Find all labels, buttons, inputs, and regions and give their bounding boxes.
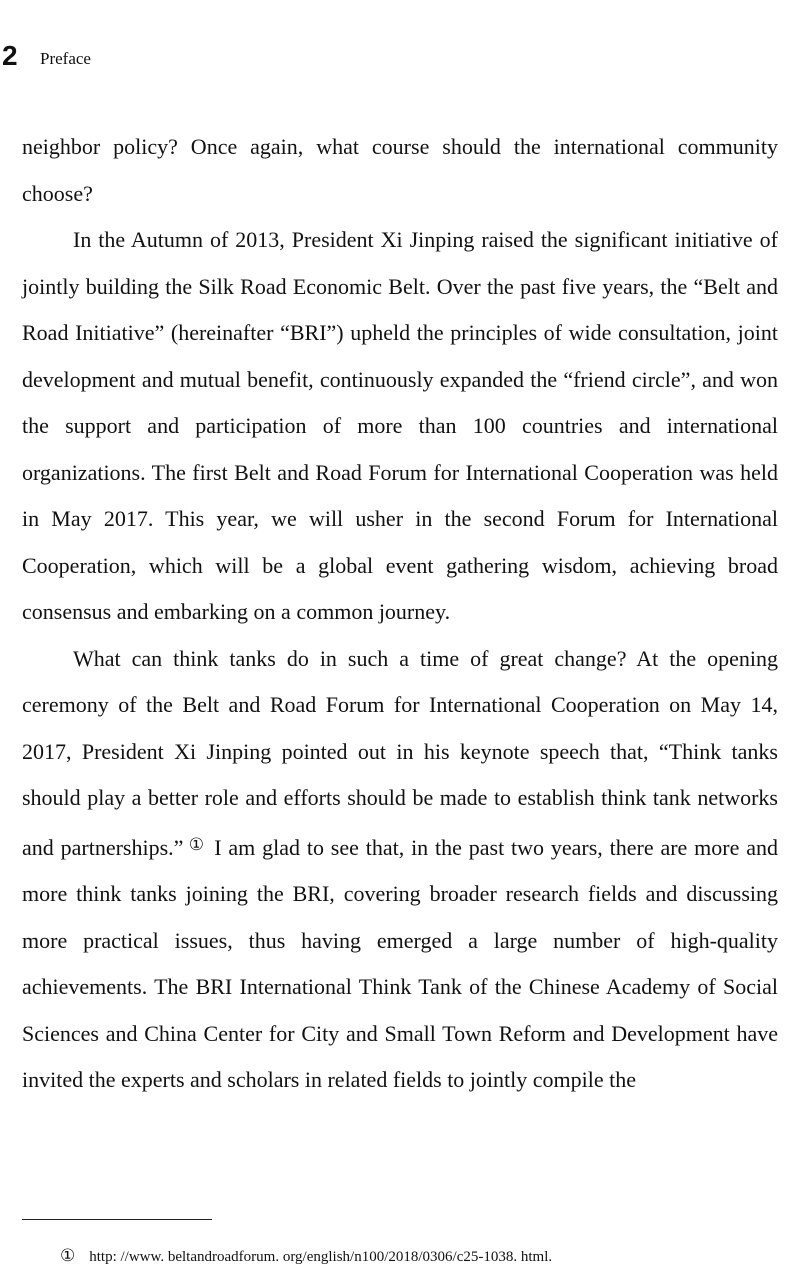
- footnote-divider: [22, 1219, 212, 1220]
- page-number: 2: [2, 40, 18, 71]
- footnote-text: http: //www. beltandroadforum. org/english/n100/2018/0306/c25-1038. html.: [89, 1249, 553, 1265]
- body-text: [22, 124, 778, 1104]
- running-title: Preface: [40, 49, 91, 68]
- paragraph-3: [22, 636, 778, 1104]
- paragraph-2: In the Autumn of 2013, President Xi Jinping raised the significant initiative of jointly building the Silk Road Economic Belt. Over the past five years, the “Belt and Road Initiative” (hereinafter “BRI”) upheld the principles of wide consultation, joint development and mutual benefit, continuously expanded the “friend circle”, and won the support and participation of more than 100 countries and international organizations. The first Belt and Road Forum for International Cooperation was held in May 2017. This year, we will usher in the second Forum for International Cooperation, which will be a global event gathering wisdom, achieving broad consensus and embarking on a common journey.: [22, 227, 778, 624]
- paragraph-1: neighbor policy? Once again, what course should the international community choose?: [22, 134, 778, 206]
- paragraph-3-text-a: What can think tanks do in such a time of great change? At the opening ceremony of the Belt and Road Forum for International Cooperation on May 14, 2017, President Xi Jinping pointed out in his keynote speech that, “Think tanks should play a better role and efforts should be made to establish think tank networks and partnerships.”: [22, 645, 778, 860]
- footnote-mark: ①: [60, 1246, 76, 1265]
- footnote: [60, 1244, 552, 1269]
- footnote-reference[interactable]: ①: [187, 834, 206, 854]
- paragraph-3-text-b: I am glad to see that, in the past two years, there are more and more think tanks joining the BRI, covering broader research fields and discussing more practical issues, thus having emerged a large number of high-quality achievements. The BRI International Think Tank of the Chinese Academy of Social Sciences and China Center for City and Small Town Reform and Development have invited the experts and scholars in related fields to jointly compile the: [22, 834, 778, 1092]
